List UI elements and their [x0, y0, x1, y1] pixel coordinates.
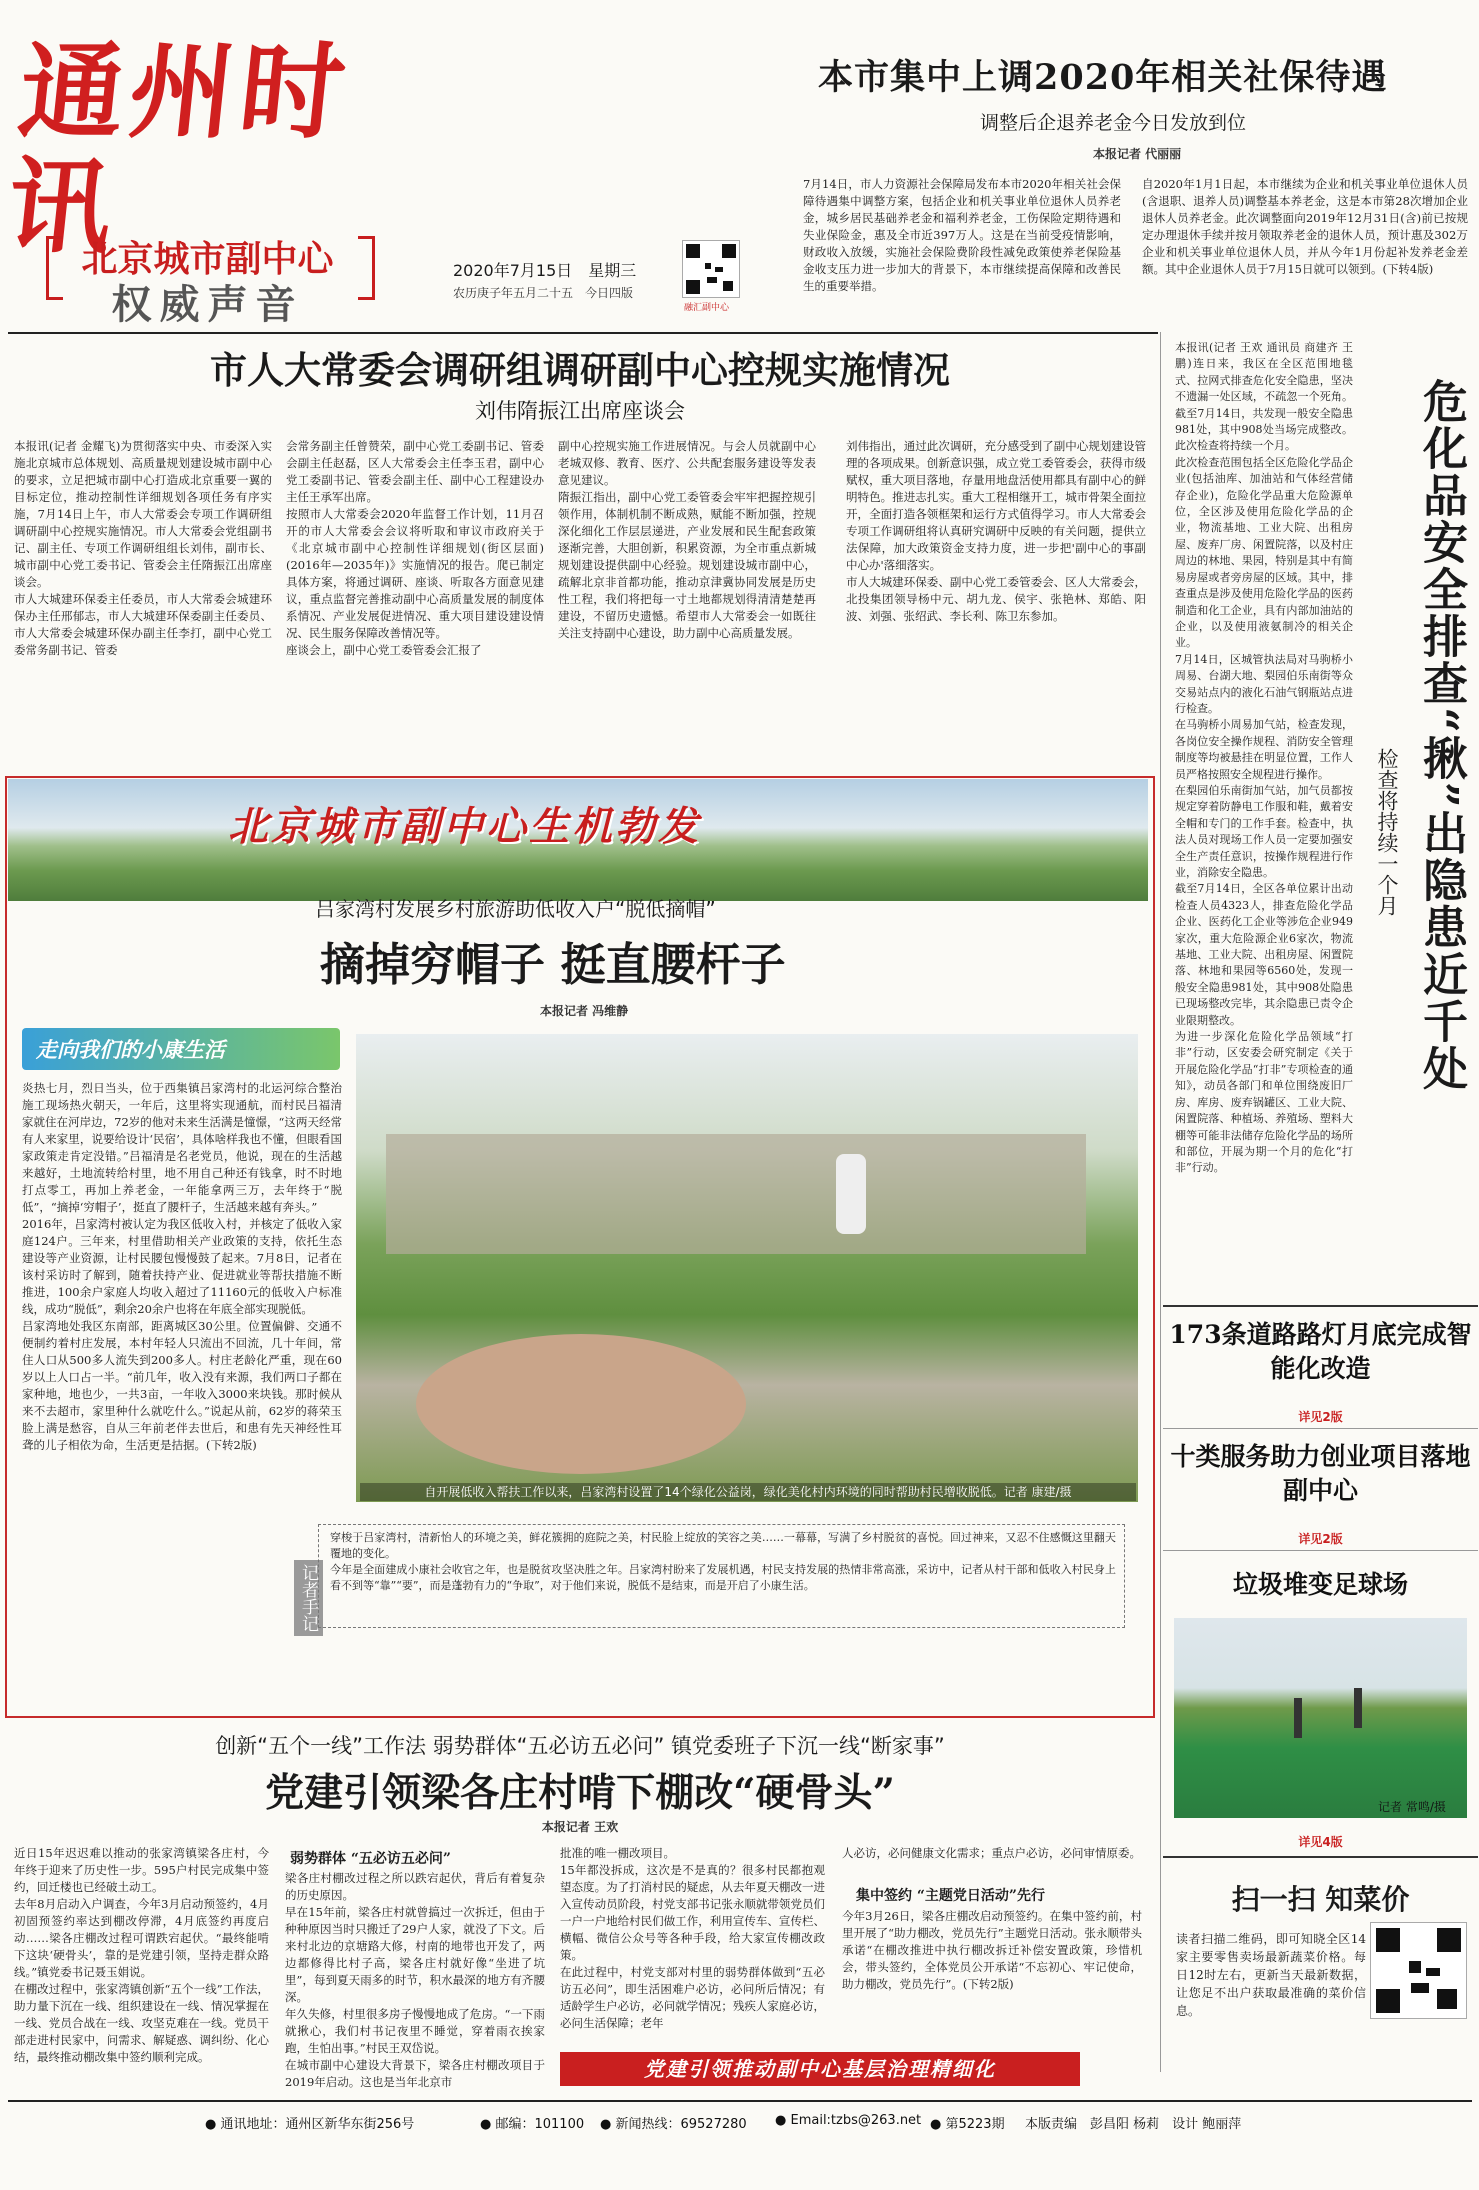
story3-subhead1: 弱势群体 “五必访五必问” — [290, 1851, 451, 1867]
brief3-photo-credit: 记者 常鸣/摄 — [1378, 1800, 1446, 1814]
footer-editors: 本版责编 彭昌阳 杨莉 设计 鲍丽萍 — [1025, 2117, 1242, 2132]
slogan — [60, 238, 355, 328]
lead-text-col1: 7月14日，市人力资源社会保障局发布本市2020年相关社会保障待遇集中调整方案，包括企业和机关事业单位退休人员养老金，城乡居民基础养老金和福利养老金，工伤保险定期待遇和失业保险金，惠及全市近397万人。这是在当前受疫情影响，财政收入放缓，实施社会保险费阶段性减免政策使养老保险基金收支压力进一步加大的背景下，本市继续提高保障和改善民生的重要举措。 — [803, 177, 1121, 293]
lead-text-col2: 自2020年1月1日起，本市继续为企业和机关事业单位退休人员(含退职、退养人员)调整基本养老金，这是本市第28次增加企业退休人员养老金。此次调整面向2019年12月31日(含)前已按规定办理退休手续并按月领取养老金的退休人员，预计惠及302万企业和机关事业单位退休人员，并从今年1月份起补发养老金差额。其中企业退休人员于7月15日就可以领到。(下转4版) — [1142, 177, 1468, 276]
story3-red-banner: 党建引领推动副中心基层治理精细化 — [560, 2052, 1080, 2086]
brief1-title: 173条道路路灯月底完成智能化改造 — [1169, 1320, 1472, 1383]
qr-caption: 融汇副中心 — [684, 303, 730, 313]
footer-address-text: 通讯地址：通州区新华东街256号 — [220, 2117, 415, 2132]
footer-zip: ● 邮编：101100 — [480, 2117, 585, 2132]
footer-address: ● 通讯地址：通州区新华东街256号 — [205, 2117, 415, 2132]
feature-tag: 走向我们的小康生活 — [36, 1038, 225, 1062]
slogan-bracket-right — [358, 236, 375, 300]
story3-kicker: 创新“五个一线”工作法 弱势群体“五必访五必问” 镇党委班子下沉一线“断家事” — [215, 1734, 945, 1758]
masthead-title: 通州时讯 — [1, 31, 357, 268]
story2-col2: 会常务副主任曾赞荣，副中心党工委副书记、管委会副主任赵磊，区人大常委会主任李玉君，副中心党工委副书记、管委会副主任、副中心工程建设办主任王承军出席。 按照市人大常委会2020年监督工作计划，11月召开的市人大常委会会议将听取和审议市政府关于《北京城市副中心控制性详细规划(街区层面)(2016年—2035年)》实施情况的报告。爬已制定具体方案，将通过调研、座谈、听取各方面意见建议，重点监督完善推动副中心高质量发展的制度体系情况、产业发展促进情况、重大项目建设建设情况、民生服务保障改善情况等。 座谈会上，副中心党工委管委会汇报了 — [286, 439, 544, 657]
scan-title: 扫一扫 知菜价 — [1231, 1883, 1410, 1916]
feature-banner: 北京城市副中心生机勃发 — [228, 804, 701, 850]
lead-byline: 本报记者 代丽丽 — [1093, 147, 1182, 161]
story2-col4: 刘伟指出，通过此次调研，充分感受到了副中心规划建设管理的各项成果。创新意识强，成立党工委管委会，获得市级赋权，重大项目落地，存量用地盘活使用都具有副中心的鲜明特色。推进志扎实。重大工程相继开工，城市骨架全面拉开，全面打造各领框架和运行方式值得学习。市人大常委会专项工作调研组将认真研究调研中反映的有关问题，提供立法保障，加大政策资金支持力度，进一步把'副中心的事副中心办'落细落实。 市人大城建环保委、副中心党工委管委会、区人大常委会，北投集团领导杨中元、胡九龙、侯宇、张艳林、郑皓、阳波、刘强、张绍武、李长利、陈卫东参加。 — [846, 439, 1146, 623]
hazard-text: 本报讯(记者 王欢 通讯员 商建齐 王鹏)连日来，我区在全区范围地毯式、拉网式排查危化安全隐患，坚决不遗漏一处区域，不疏忽一个死角。截至7月14日，共发现一般安全隐患981处，其中908处当场完成整改。此次检查将持续一个月。 此次检查范围包括全区危险化学品企业(包括油库、加油站和气体经营储存企业)，危险化学品重大危险源单位，全区涉及使用危险化学品的企业，物流基地、工业大院、出租房屋、废弃厂房、闲置院落，以及村庄周边的林地、果园，特别是其中有简易房屋或者旁房屋的区域。其中，排查重点是涉及使用危险化学品的医药制造和化工企业，具有内部加油站的企业，以及使用液氨制冷的相关企业。 7月14日，区城管执法局对马驹桥小周易、台湖大地、梨园伯乐南街等众交易站点内的液化石油气钢瓶站点进行检查。 在马驹桥小周易加气站，检查发现，各岗位安全操作规程、消防安全管理制度等均被悬挂在明显位置，工作人员严格按照安全规程进行操作。 在梨园伯乐南街加气站，加气员都按规定穿着防静电工作服和鞋，戴着安全帽和专门的工作手套。检查中，执法人员对现场工作人员一定要加强安全生产责任意识，按操作规程进行作业，消除安全隐患。 截至7月14日，全区各单位累计出动检查人员4323人，排查危险化学品企业、医药化工企业等涉危企业949家次，重大危险源企业6家次，物流基地、工业大院、出租房屋、闲置院落、林地和果园等6560处，发现一般安全隐患981处，其中908处隐患已现场整改完毕，其余隐患已责令企业限期整改。 为进一步深化危险化学品领域“打非”行动，区安委会研究制定《关于开展危险化学品“打非”专项检查的通知》，动员各部门和单位围绕废旧厂房、库房、废弃锅罐区、工业大院、闲置院落、种植场、养殖场、塑料大棚等可能非法储存危险化学品的场所和部位，开展为期一个月的危化“打非”行动。 — [1175, 341, 1353, 1175]
brief3-see: 详见4版 — [1298, 1835, 1343, 1849]
story2-subtitle: 刘伟隋振江出席座谈会 — [475, 399, 685, 423]
brief2-rule — [1163, 1550, 1478, 1551]
footer-issue: ● 第5223期 — [930, 2117, 1005, 2132]
hazard-title: 危化品安全排查“揪”出隐患近千处 — [1415, 378, 1468, 1092]
lunar-date: 农历庚子年五月二十五 今日四版 — [453, 286, 634, 300]
scan-text: 读者扫描二维码，即可知晓全区14家主要零售卖场最新蔬菜价格。每日12时左右，更新当天最新数据，让您足不出户获取最准确的菜价信息。 — [1176, 1932, 1366, 2018]
scan-qr-icon — [1370, 1922, 1467, 2019]
hazard-subtitle: 检查将持续一个月 — [1375, 748, 1399, 916]
story3-title: 党建引领梁各庄村啃下棚改“硬骨头” — [265, 1770, 895, 1816]
feature-photo — [356, 1034, 1138, 1502]
right-col-divider — [1160, 332, 1161, 2072]
lead-subtitle: 调整后企退养老金今日发放到位 — [980, 112, 1247, 134]
story2-title: 市人大常委会调研组调研副中心控规实施情况 — [210, 348, 950, 392]
story3-col1: 近日15年迟迟难以推动的张家湾镇梁各庄村，今年终于迎来了历史性一步。595户村民完成集中签约，回迁楼也已经破土动工。 去年8月启动入户调查，今年3月启动预签约，4月初固预签约率达到棚改停滞，4月底签约再度启动……梁各庄棚改过程可谓跌宕起伏。“最终能啃下这块‘硬骨头’，靠的是党建引领，坚持走群众路线。”镇党委书记聂玉娟说。 在棚改过程中，张家湾镇创新“五个一线”工作法，助力量下沉在一线、组织建设在一线、情况掌握在一线、党员合战在一线、攻坚克难在一线。党员干部走进村民家中，问需求、解疑惑、调纠纷、化心结，最终推动棚改集中签约顺利完成。 — [14, 1846, 269, 2064]
qr-code-icon — [682, 240, 740, 298]
story3-col4b: 今年3月26日，梁各庄棚改启动预签约。在集中签约前，村里开展了“助力棚改，党员先行”主题党日活动。张永顺带头承诺“在棚改推进中执行棚改拆迁补偿安置政策，珍惜机会，带头签约，全体党员公开承诺“不忘初心、牢记使命，助力棚改，党员先行”。(下转2版) — [842, 1909, 1142, 1991]
footer-email: ● Email:tzbs@263.net — [775, 2113, 922, 2128]
football-field-photo — [1174, 1618, 1467, 1818]
slogan-line1: 北京城市副中心 — [81, 239, 334, 280]
footer-rule — [8, 2100, 1472, 2102]
footer-issue-text: 第5223期 — [945, 2117, 1005, 2132]
story3-col2: 梁各庄村棚改过程之所以跌宕起伏，背后有着复杂的历史原因。 早在15年前，梁各庄村就曾搞过一次拆迁，但由于种种原因当时只搬迁了29户人家，就没了下文。后来村北边的京塘路大修，村南的地带也开发了，两边都修得比村子高，梁各庄村就好像“坐进了坑里”，每到夏天雨多的时节，积水最深的地方有齐腰深。 年久失修，村里很多房子慢慢地成了危房。“一下雨就揪心，我们村书记夜里不睡觉，穿着雨衣挨家跑，生怕出事。”村民王双岱说。 在城市副中心建设大背景下，梁各庄村棚改项目于2019年启动。这也是当年北京市 — [285, 1871, 545, 2089]
note-text: 穿梭于吕家湾村，清新怡人的环境之美，鲜花簇拥的庭院之美，村民脸上绽放的笑容之美……一幕幕，写满了乡村脱贫的喜悦。回过神来，又忍不住感慨这里翻天覆地的变化。 今年是全面建成小康社会收官之年，也是脱贫攻坚决胜之年。吕家湾村盼来了发展机遇，村民支持发展的热情非常高涨，采访中，记者从村干部和低收入村民身上看不到等“靠”“要”，而是蓬勃有力的“争取”，对于他们来说，脱低不是结束，而是开启了小康生活。 — [330, 1531, 1116, 1592]
feature-photo-caption: 自开展低收入帮扶工作以来，吕家湾村设置了14个绿化公益岗，绿化美化村内环境的同时帮助村民增收脱低。记者 康建/摄 — [360, 1483, 1136, 1501]
feature-byline: 本报记者 冯维静 — [540, 1004, 629, 1018]
brief1-see: 详见2版 — [1298, 1410, 1343, 1424]
divider-top — [8, 332, 1158, 334]
story2-col3: 副中心控规实施工作进展情况。与会人员就副中心老城双修、教育、医疗、公共配套服务建设等发表意见建议。 隋振江指出，副中心党工委管委会牢牢把握控规引领作用，体制机制不断成熟，赋能不断加强，控规深化细化工作层层递进，产业发展和民生配套政策逐渐完善，大胆创新，积累资源，为全市重点新城规划建设提供副中心经验。规划建设城市副中心，疏解北京非首都功能，推动京津冀协同发展是历史性工程，我们将把每一寸土地都规划得清清楚楚再建设，不留历史遗憾。希望市人大常委会一如既往关注支持副中心建设，助力副中心高质量发展。 — [558, 439, 816, 640]
feature-text: 炎热七月，烈日当头，位于西集镇吕家湾村的北运河综合整治施工现场热火朝天，一年后，这里将实现通航，而村民吕福清家就住在河岸边，72岁的他对未来生活满是憧憬，“这两天经常有人来家里，说要给设计‘民宿’，具体啥样我也不懂，但眼看国家政策走肯定没错。”吕福清是名老党员，他说，现在的生活越来越好，土地流转给村里，地不用自己种还有钱拿，时不时地打点零工，再加上养老金，一年能拿两三万，去年终于“脱低”，“摘掉‘穷帽子’，挺直了腰杆子，生活越来越有奔头。” 2016年，吕家湾村被认定为我区低收入村，并核定了低收入家庭124户。三年来，村里借助相关产业政策的支持，依托生态建设等产业资源，让村民腰包慢慢鼓了起来。7月8日，记者在该村采访时了解到，随着扶持产业、促进就业等帮扶措施不断推进，100余户家庭人均收入超过了11160元的低收入户标准线，成功“脱低”，剩余20余户也将在年底全部实现脱低。 吕家湾地处我区东南部，距离城区30公里。位置偏僻、交通不便制约着村庄发展，本村年轻人只流出不回流，几十年间，常住人口从500多人流失到200多人。村庄老龄化严重，现在60岁以上人口占一半。“前几年，收入没有来源，我们两口子都在家种地，地也少，一共3亩，一年收入3000来块钱。那时候从来不去超市，家里种什么就吃什么。”说起从前，62岁的蒋荣玉脸上满是愁容，自从三年前老伴去世后，和患有先天神经性耳聋的儿子相依为命，生活更是拮据。(下转2版) — [22, 1081, 342, 1452]
footer-email-text: Email:tzbs@263.net — [790, 2113, 922, 2128]
briefs-top-rule — [1163, 1305, 1478, 1307]
story2-col1: 本报讯(记者 金耀飞)为贯彻落实中央、市委深入实施北京城市总体规划、高质量规划建设城市副中心的要求，立足把城市副中心打造成北京重要一翼的目标定位，推动控制性详细规划各项任务有序实施，7月14日上午，市人大常委会专项工作调研组调研副中心控规实施情况。市人大常委会党组副书记、副主任、专项工作调研组组长刘伟，副市长、城市副中心党工委书记、管委会主任隋振江出席座谈会。 市人大城建环保委主任委员，市人大常委会城建环保办主任邢郁志，市人大城建环保委副主任委员、市人大常委会城建环保办副主任李打，副中心党工委常务副书记、管委 — [14, 439, 272, 657]
note-label: 记者手记 — [294, 1560, 323, 1636]
slogan-line2: 权威声音 — [111, 281, 304, 328]
story3-subhead2: 集中签约 “主题党日活动”先行 — [856, 1888, 1045, 1904]
story3-col3: 批准的唯一棚改项目。 15年都没拆成，这次是不是真的？很多村民都抱观望态度。为了打消村民的疑虑，从去年夏天棚改一进入宣传动员阶段，村党支部书记张永顺就带领党员们一户一户地给村民们做工作，利用宣传车、宣传栏、横幅、微信公众号等各种手段，给大家宣传棚改政策。 在此过程中，村党支部对村里的弱势群体做到“五必访五必问”，即生活困难户必访，必问所后情况；有适龄学生户必访，必问就学情况；残疾人家庭必访，必问生活保障；老年 — [560, 1846, 825, 2030]
feature-title: 摘掉穷帽子 挺直腰杆子 — [320, 938, 786, 991]
lead-title: 本市集中上调2020年相关社保待遇 — [818, 57, 1388, 98]
story3-col4: 人必访，必问健康文化需求；重点户必访，必问审情原委。 — [842, 1846, 1141, 1860]
footer-zip-text: 邮编：101100 — [495, 2117, 585, 2132]
brief2-title: 十类服务助力创业项目落地副中心 — [1170, 1442, 1471, 1505]
brief3-rule — [1163, 1856, 1478, 1858]
feature-kicker: 吕家湾村发展乡村旅游助低收入户“脱低摘帽” — [315, 897, 716, 921]
footer-hotline-text: 新闻热线：69527280 — [615, 2117, 747, 2132]
brief2-see: 详见2版 — [1298, 1532, 1343, 1546]
story3-byline: 本报记者 王欢 — [541, 1820, 619, 1834]
brief1-rule — [1163, 1428, 1478, 1429]
brief3-title: 垃圾堆变足球场 — [1232, 1570, 1408, 1599]
issue-date: 2020年7月15日 星期三 — [453, 261, 637, 280]
footer-hotline: ● 新闻热线：69527280 — [600, 2117, 747, 2132]
